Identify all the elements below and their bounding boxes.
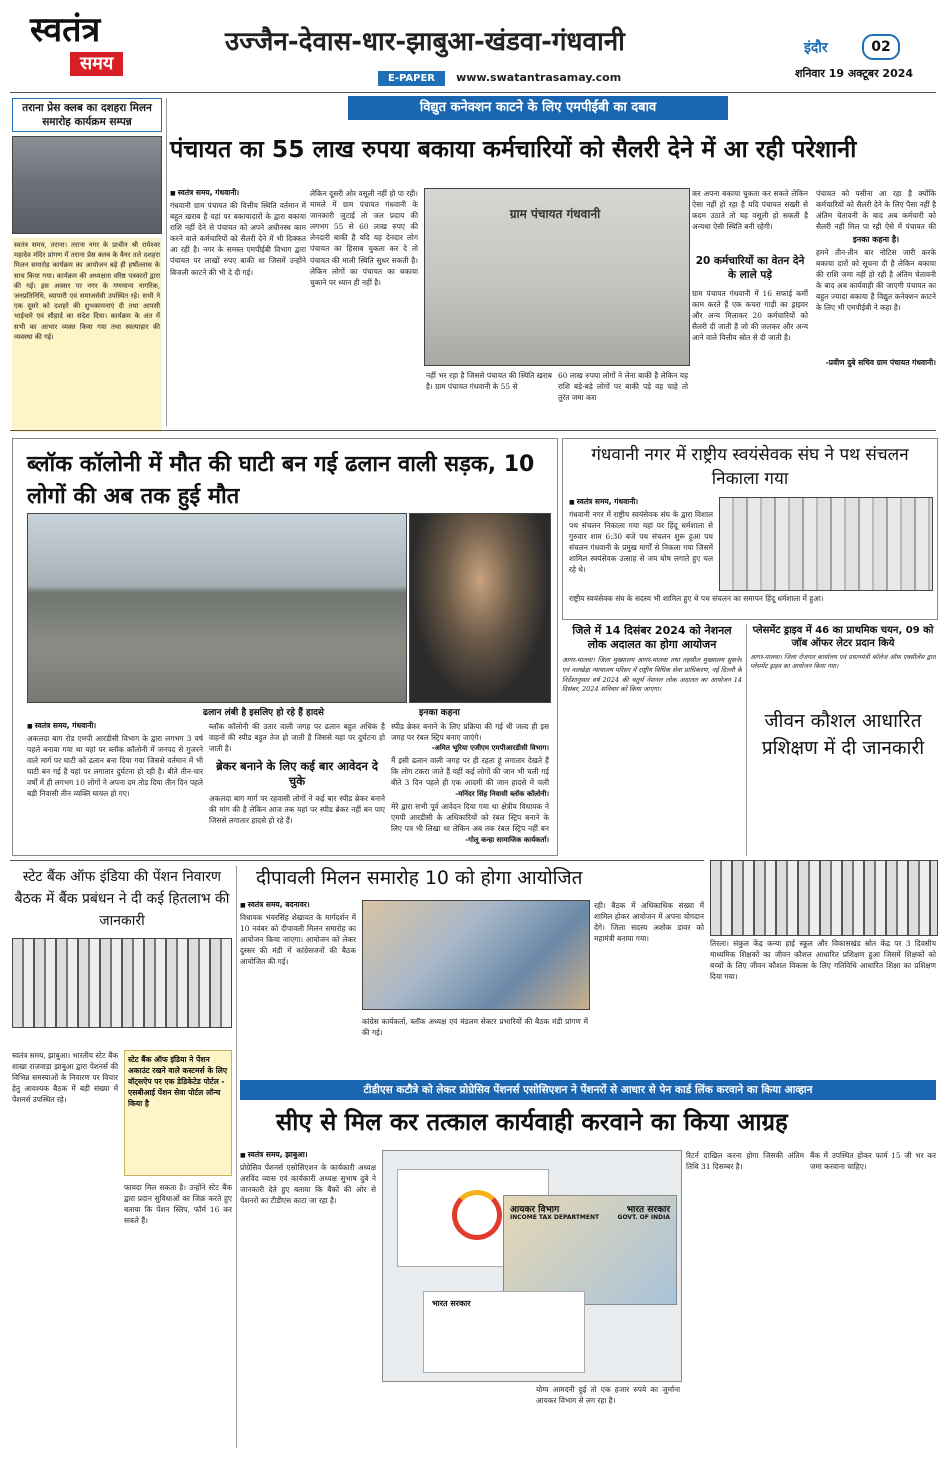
block-colony-byline: ■ स्वतंत्र समय, गंधवानी। [27, 721, 203, 731]
panchayat-office-photo [424, 188, 690, 366]
placement-body: आगर-मालवा। जिला रोजगार कार्यालय एवं प्रधानमंत्री कॉलेज ऑफ एक्सीलेंस द्वारा प्लेसमेंट ड्राइव का आयोजन किया गया। [750, 654, 936, 671]
lok-adalat-body: आगर-मालवा। जिला मुख्यालय आगर-मालवा तथा तहसील मुख्यालय सुसनेर एवं नलखेड़ा न्यायालय परिसर में राष्ट्रीय विधिक सेवा प्राधिकरण, नई दिल्ली के निर्देशानुसार वर्ष 2024 की चतुर्थ नेशनल लोक अदालत का आयोजन 14 दिसंबर, 2024 शनिवार को किया जाएगा। [562, 656, 742, 694]
panchayat-col2: लेकिन दूसरी ओर वसूली नहीं हो पा रही। मामले में ग्राम पंचायत गंधवानी के जानकारी जुटाई तो जल प्रदाय की लगभग 55 से 60 लाख रुपए की लेनदारी बाकी है यदि यह देनदार लोग पंचायत का हिसाब चुकता कर दे तो पंचायत की माली स्थिति सुधर सकती है। लेकिन लोगों का पंचायत का बकाया चुकाने पर ध्यान ही नहीं है। [310, 189, 418, 287]
pan-card-govt: भारत सरकार [626, 1205, 670, 1215]
block-colony-col3b: मैं इसी ढलान वाली जगह पर ही रहता हूं लगातार देखते हैं कि लोग टकरा जाते हैं यहीं कई लोगों की जान भी चली गई बीते 3 दिन पहले ही एक आदमी की जान हादसे में चली [391, 756, 549, 788]
diwali-col3: रही। बैठक में अधिकाधिक संख्या में शामिल होकर आयोजन में अपना योगदान देंगे। जिला सदस्य अशोक डावर को महामंत्री बनाया गया। [594, 901, 704, 944]
block-colony-col2b: अकलदा बाग मार्ग पर रहवासी लोगों ने कई बार स्पीड ब्रेकर बनाने की मांग की है लेकिन आज तक यहां पर स्पीड ब्रेकर नहीं बन पाए जिससे लगातार हादसे हो रहे हैं। [209, 794, 385, 826]
pension-cards-photo [382, 1150, 682, 1382]
story-rss [562, 438, 938, 620]
diwali-col2: कांग्रेस कार्यकर्ता, ब्लॉक अध्यक्ष एवं मंडलम सेक्टर प्रभारियों की बैठक मंडी प्रांगण में की गई। [362, 1017, 588, 1038]
panchayat-headline: पंचायत का 55 लाख रुपया बकाया कर्मचारियों को सैलरी देने में आ रही परेशानी [170, 135, 857, 163]
jeevan-headline: जीवन कौशल आधारित प्रशिक्षण में दी जानकारी [761, 710, 925, 759]
block-colony-subhead: ब्रेकर बनाने के लिए कई बार आवेदन दे चुके [216, 759, 378, 788]
story-panchayat [170, 96, 936, 428]
id-card-second-title: भारत सरकार [432, 1299, 471, 1308]
aadhaar-logo-icon [452, 1190, 502, 1240]
story-pension [240, 1080, 936, 1456]
lok-adalat-headline: जिले में 14 दिसंबर 2024 को नेशनल लोक अदालत का होगा आयोजन [572, 624, 732, 651]
logo-line1: स्वतंत्र [30, 10, 101, 50]
story-sbi [12, 866, 232, 1448]
block-colony-road-photo [27, 513, 407, 703]
logo-line2: समय [70, 52, 123, 76]
block-colony-quote3: -गोलू कन्हा सामाजिक कार्यकर्ता। [465, 836, 549, 844]
column-rule [236, 866, 237, 1448]
panchayat-col5b: हमने तीन-तीन बार नोटिस जारी करके बकाया दारों को सूचना दी है लेकिन बकाया की राशि जमा नहीं हो रही है अंतिम चेतावनी के बाद अब कार्यवाही की जाएगी पंचायत का बहुत ज्यादा बकाया है विद्युत कनेक्शन काटने के लिए भी एमपीईबी ने कहा है। [816, 248, 936, 313]
edition-title: उज्जैन-देवास-धार-झाबुआ-खंडवा-गंधवानी [225, 27, 625, 57]
section-divider [10, 430, 936, 431]
rss-byline: ■ स्वतंत्र समय, गंधवानी। [569, 497, 713, 507]
block-colony-quote2: -मनिंदर सिंह निवासी ब्लॉक कॉलोनी। [455, 790, 549, 798]
epaper-label: E-PAPER [378, 71, 445, 86]
section-divider [10, 860, 704, 861]
panchayat-col1: गंधवानी ग्राम पंचायत की वित्तीय स्थिति वर्तमान में बहुत खराब है यहां पर बकायादारों के द्वारा बकाया राशि नहीं देने से पंचायत को अपने अधीनस्थ काम करने वाले कर्मचारियों को सैलरी देने में भी दिक्कत आ रही है। नगर के समस्त एमपीईबी विभाग द्वारा पंचायत पर लाखों रुपए बाकी था जिसमें उन्होंने बिजली काटने की भी दे दी गई। [170, 201, 306, 277]
block-colony-headline: ब्लॉक कॉलोनी में मौत की घाटी बन गई ढलान वाली सड़क, 10 लोगों की अब तक हुई मौत [27, 452, 535, 509]
column-rule [166, 98, 167, 426]
rss-body-wide: राष्ट्रीय स्वयंसेवक संघ के सदस्य भी शामिल हुए थे पथ संचलन का समापन हिंदू धर्मशाला में हुआ। [569, 594, 824, 603]
panchayat-col5: पंचायत को पसीना आ रहा है क्योंकि कर्मचारियों को सैलरी देने के लिए पैसा नहीं है अंतिम चेतावनी के बाद अब कर्मचारी को सैलरी नहीं मिल पा रही ऐसे में पंचायत की [816, 189, 936, 232]
sbi-highlight: स्टेट बैंक ऑफ इंडिया ने पेंशन अकाउंट रखने वाले कस्टमर्स के लिए वॉट्सऐप पर एक डेडिकेटेड पोर्टल - एसबीआई पेंशन सेवा पोर्टल लॉन्च किया है [124, 1050, 232, 1176]
pan-card-subtitle: INCOME TAX DEPARTMENT [510, 1214, 600, 1221]
masthead [0, 0, 945, 92]
panchayat-kicker: विद्युत कनेक्शन काटने के लिए एमपीईबी का दबाव [348, 96, 728, 120]
pension-col2: योग्य आमदनी हुई तो एक हजार रुपये का जुर्माना आयकर विभाग से लग रहा है। [536, 1385, 680, 1406]
block-colony-col1: अकलदा बाग रोड एमपी आरडीसी विभाग के द्वारा लगभग 3 वर्ष पहले बनाया गया था यहां पर ब्लॉक कॉलोनी में जनपद से गुजरने वाले मार्ग पर घाटी को ढलान बना दिया गया जिससे वर्तमान में भी घाटी बन गई है यहां पर लगातार दुर्घटना हो रही है। बीते तीन-चार वर्षों में ही लगभग 10 लोगों ने अपना दम तोड़ दिया तीन दिन पहले बड़ी निवासी तीन व्यक्ति घायल हो गए। [27, 734, 203, 799]
sbi-body: स्वतंत्र समय, झाबुआ। भारतीय स्टेट बैंक शाखा राजवाड़ा झाबुआ द्वारा पेंशनर्स की विभिन्न समस्याओं के निवारण पर विचार हेतु आवश्यक बैठक में बड़ी संख्या में पेंशनर्स उपस्थित रहे। [12, 1051, 118, 1105]
pension-col3: रिटर्न दाखिल करना होगा जिसकी अंतिम तिथि 31 दिसम्बर है। [686, 1151, 804, 1172]
pan-card-title: आयकर विभाग [510, 1205, 560, 1215]
jeevan-body: तिरला। संकुल केंद्र कन्या हाई स्कूल और विकासखंड स्रोत केंद्र पर 3 दिवसीय माध्यमिक शिक्षकों का जीवन कौशल आधारित प्रशिक्षण हुआ जिसमें शिक्षकों को बच्चों के लिए जीवन कौशल विकास के लिए गतिविधि आधारित शिक्षा का प्रशिक्षण दिया गया। [710, 939, 936, 982]
pension-col1: प्रोग्रेसिव पेंशनर्स एसोसिएशन के कार्यकारी अध्यक्ष अरविंद व्यास एवं कार्यकारी अध्यक्ष सुभाष दुबे ने जानकारी देते हुए बताया कि बैंकों की ओर से पेंशनरों का टीडीएस काटा जा रहा है। [240, 1163, 376, 1206]
issue-date: शनिवार 19 अक्टूबर 2024 [795, 67, 914, 80]
diwali-byline: ■ स्वतंत्र समय, बदनावर। [240, 900, 356, 910]
block-colony-col2: ब्लॉक कॉलोनी की उतार वाली जगह पर ढलान बहुत अधिक है वाहनों की स्पीड बहुत तेज हो जाती है जिससे यहां पर दुर्घटना हो जाती है। [209, 722, 385, 754]
jeevan-training-photo [710, 860, 938, 936]
rss-body: गंधवानी नगर में राष्ट्रीय स्वयंसेवक संघ के द्वारा विशाल पथ संचलन निकाला गया यहां पर हिंदू धर्मशाला से गुरुवार शाम 6:30 बजे पथ संचलन शुरू हुआ पथ संचलन गंधवानी के प्रमुख मार्गों से निकला गया जिसमें शामिल स्वयंसेवक उत्साह से जय घोष लगाते हुए चल रहे थे। [569, 510, 713, 575]
column-rule [746, 624, 747, 856]
city-label: इंदौर [804, 40, 828, 56]
panchayat-quote-label: इनका कहना है। [852, 235, 900, 244]
diwali-col1: विधायक भंवरसिंह शेखावत के मार्गदर्शन में 10 नवंबर को दीपावली मिलन समारोह का आयोजन किया जाएगा। आयोजन को लेकर दुस्सर की मंडी में कांग्रेसजनों की बैठक आयोजित की गई। [240, 913, 356, 967]
diwali-group-photo [362, 900, 590, 1010]
panchayat-byline: ■ स्वतंत्र समय, गंधवानी। [170, 188, 306, 198]
pan-card-govt-en: GOVT. OF INDIA [617, 1214, 670, 1221]
panchayat-col3a: नहीं भर रहा है जिससे पंचायत की स्थिति खराब है। ग्राम पंचायत गंधवानी के 55 से [426, 371, 552, 392]
story-placement [750, 624, 936, 704]
tarana-body: स्वतंत्र समय, तराना। तराना नगर के प्राचीन श्री रामेश्वर महादेव मंदिर प्रांगण में तराना प्रेस क्लब के बैनर तले दशहरा मिलन समारोह कार्यक्रम का आयोजन बड़े ही हर्षोल्लास के साथ किया गया। कार्यक्रम की अध्यक्षता वरिष्ठ पत्रकारों द्वारा की गई। इस अवसर पर नगर के गणमान्य नागरिक, जनप्रतिनिधि, व्यापारी एवं समाजसेवी उपस्थित रहे। सभी ने एक दूसरे को दशहरे की शुभकामनाएं दी तथा आपसी भाईचारे एवं सौहार्द का संदेश दिया। कार्यक्रम के अंत में सभी का आभार व्यक्त किया गया तथा स्वल्पाहार की व्यवस्था की गई। [12, 238, 162, 432]
website-link[interactable]: www.swatantrasamay.com [456, 71, 622, 84]
pension-col4: बैंक में उपस्थित होकर फार्म 15 जी भर कर जमा करवाना चाहिए। [810, 1151, 936, 1172]
story-tarana [12, 98, 162, 426]
block-colony-person-caption: इनका कहना [419, 708, 460, 718]
story-jeevan [750, 708, 936, 856]
rss-headline: गंधवानी नगर में राष्ट्रीय स्वयंसेवक संघ ने पथ संचलन निकाला गया [591, 445, 909, 489]
placement-headline: प्लेसमेंट ड्राइव में 46 का प्राथमिक चयन, 09 को जॉब ऑफर लेटर प्रदान किये [752, 625, 934, 649]
pension-headline: सीए से मिल कर तत्काल कार्यवाही करवाने का किया आग्रह [276, 1108, 788, 1136]
epaper-bar [228, 66, 788, 83]
panchayat-col4b: ग्राम पंचायत गंधवानी में 16 सफाई कर्मी काम करते हैं एक कचरा गाड़ी का ड्राइवर और अन्य मिलाकर 20 कर्मचारियों को सैलरी दी जाती है जो की जलकर और अन्य आने वाले वित्तीय स्रोत से दी जाती है। [692, 289, 808, 343]
block-colony-road-caption: ढलान लंबी है इसलिए हो रहे हैं हादसे [203, 708, 325, 718]
panchayat-sign: ग्राम पंचायत गंधवानी [509, 207, 601, 221]
pension-kicker: टीडीएस कटौत्रे को लेकर प्रोग्रेसिव पेंशनर्स एसोसिएशन ने पेंशनरों से आधार से पेन कार्ड लिंक करवाने का किया आव्हान [240, 1080, 936, 1100]
sbi-body2: फायदा मिल सकता है। उन्होंने स्टेट बैंक द्वारा प्रदान सुविधाओं का जिक्र करते हुए बताया कि पेंशन स्लिप, फॉर्म 16 कर सकते हैं। [124, 1183, 232, 1226]
logo [30, 10, 140, 86]
panchayat-signoff: -प्रवीण दुबे सचिव ग्राम पंचायत गंधवानी। [825, 358, 936, 367]
block-colony-person-photo [409, 513, 551, 703]
pan-card [503, 1195, 677, 1305]
block-colony-col3c: मेरे द्वारा सभी पूर्व आवेदन दिया गया था क्षेत्रीय विधायक ने एमपी आरडीसी के अधिकारियों को रंबल स्ट्रिप बनाने के लिए पत्र भी लिखा था लेकिन अब तक रंबल स्ट्रिप नहीं बन [391, 802, 549, 834]
panchayat-col3b: 60 लाख रुपया लोगों ने लेना बाकी है लेकिन यह राशि बड़े-बड़े लोगों पर बाकी पड़े वह चाहे तो तुरंत जमा करा [558, 371, 688, 403]
tarana-photo [12, 136, 162, 234]
sbi-meeting-photo [12, 938, 232, 1028]
panchayat-subhead: 20 कर्मचारियों का वेतन देने के लाले पड़े [695, 255, 805, 281]
pension-byline: ■ स्वतंत्र समय, झाबुआ। [240, 1150, 376, 1160]
sbi-headline: स्टेट बैंक ऑफ इंडिया की पेंशन निवारण बैठक में बैंक प्रबंधन ने दी कई हितलाभ की जानकारी [14, 869, 230, 929]
id-card-second [423, 1291, 585, 1373]
story-lok-adalat [562, 624, 742, 856]
story-diwali [240, 866, 704, 1076]
block-colony-col3: स्पीड ब्रेकर बनाने के लिए प्रक्रिया की गई थी जल्द ही इस जगह पर रंबल स्ट्रिप बनाए जाएंगे। [391, 722, 549, 743]
diwali-headline: दीपावली मिलन समारोह 10 को होगा आयोजित [256, 867, 583, 889]
rss-march-photo [719, 497, 933, 591]
block-colony-quote1: -अमित भूरिया एजीएम एमपीआरडीसी विभाग। [431, 744, 549, 752]
page-number: 02 [862, 34, 900, 60]
story-block-colony [12, 438, 558, 856]
tarana-headline: तराना प्रेस क्लब का दशहरा मिलन समारोह कार्यक्रम सम्पन्न [12, 98, 162, 132]
masthead-divider [10, 92, 936, 93]
panchayat-col4: कर अपना बकाया चुकता कर सकते लेकिन ऐसा नहीं हो रहा है यदि पंचायत सख्ती से कदम उठाते तो यह वसूली हो सकती है अन्यथा ऐसी स्थिति बनी रहेगी। [692, 189, 808, 232]
